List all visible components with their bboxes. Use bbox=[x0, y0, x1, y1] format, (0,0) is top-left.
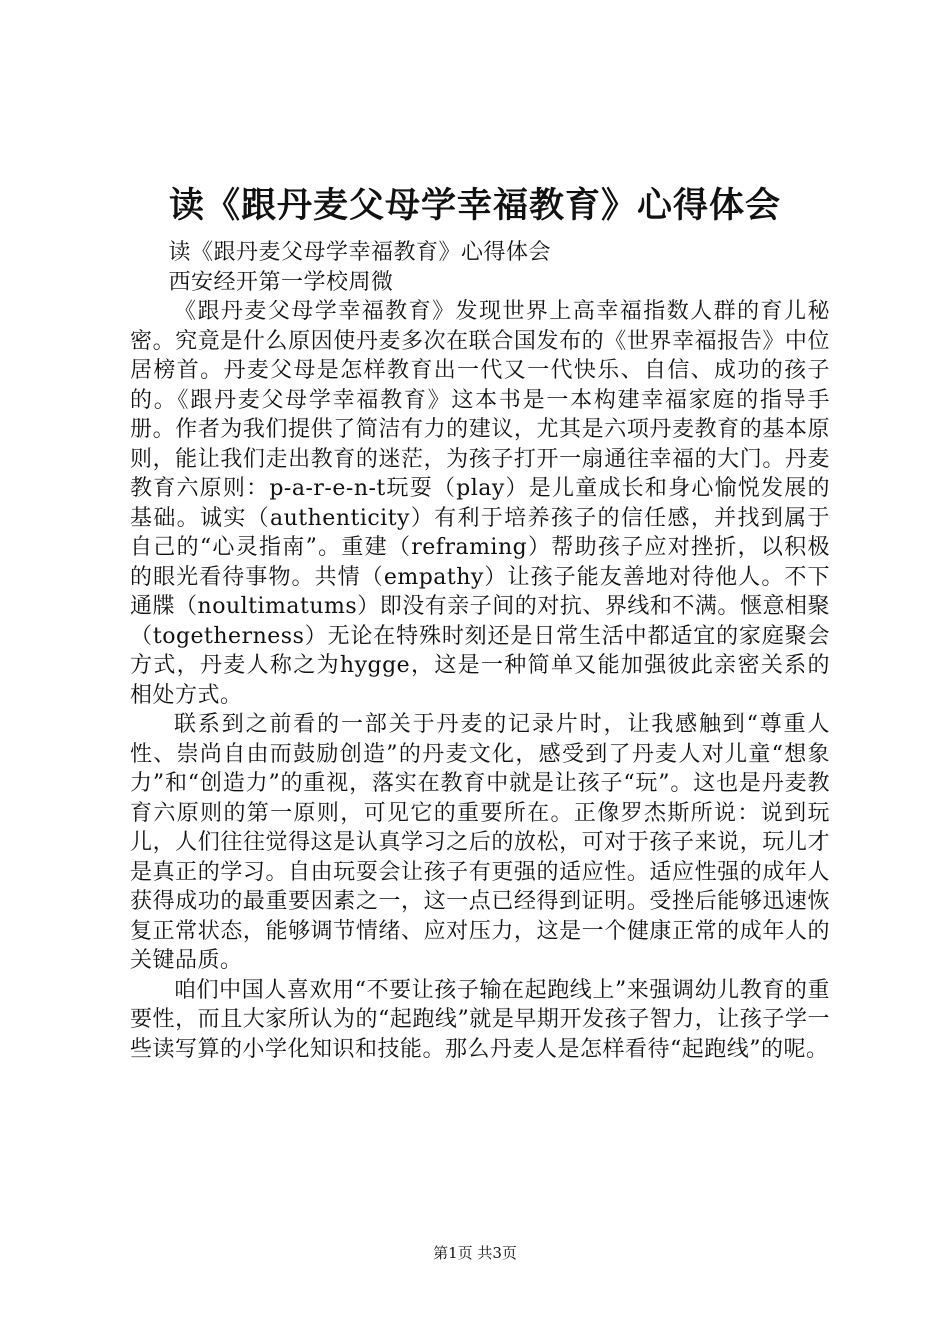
document-title: 读《跟丹麦父母学幸福教育》心得体会 bbox=[168, 185, 781, 226]
paragraph: 咱们中国人喜欢用“不要让孩子输在起跑线上”来强调幼儿教育的重要性，而且大家所认为的“起跑线”就是早期开发孩子智力，让孩子学一些读写算的小学化知识和技能。那么丹麦人是怎样看待“起跑线”的呢。 bbox=[130, 977, 830, 1062]
subtitle-line: 读《跟丹麦父母学幸福教育》心得体会 bbox=[168, 240, 552, 265]
page-footer: 第1页 共3页 bbox=[433, 1244, 517, 1262]
document-body bbox=[130, 238, 830, 1064]
paragraph: 《跟丹麦父母学幸福教育》发现世界上高幸福指数人群的育儿秘密。究竟是什么原因使丹麦多次在联合国发布的《世界幸福报告》中位居榜首。丹麦父母是怎样教育出一代又一代快乐、自信、成功的孩子的。《跟丹麦父母学幸福教育》这本书是一本构建幸福家庭的指导手册。作者为我们提供了简洁有力的建议，尤其是六项丹麦教育的基本原则，能让我们走出教育的迷茫，为孩子打开一扇通往幸福的大门。丹麦教育六原则：p-a-r-e-n-t玩耍（play）是儿童成长和身心愉悦发展的基础。诚实（authenticity）有利于培养孩子的信任感，并找到属于自己的“心灵指南”。重建（reframing）帮助孩子应对挫折，以积极的眼光看待事物。共情（empathy）让孩子能友善地对待他人。不下通牒（noultimatums）即没有亲子间的对抗、界线和不满。惬意相聚（togetherness）无论在特殊时刻还是日常生活中都适宜的家庭聚会方式，丹麦人称之为hygge，这是一种简单又能加强彼此亲密关系的相处方式。 bbox=[130, 299, 830, 708]
paragraph: 联系到之前看的一部关于丹麦的记录片时，让我感触到“尊重人性、崇尚自由而鼓励创造”的丹麦文化，感受到了丹麦人对儿童“想象力”和“创造力”的重视，落实在教育中就是让孩子“玩”。这也是丹麦教育六原则的第一原则，可见它的重要所在。正像罗杰斯所说：说到玩儿，人们往往觉得这是认真学习之后的放松，可对于孩子来说，玩儿才是真正的学习。自由玩耍会让孩子有更强的适应性。适应性强的成年人获得成功的最重要因素之一，这一点已经得到证明。受挫后能够迅速恢复正常状态，能够调节情绪、应对压力，这是一个健康正常的成年人的关键品质。 bbox=[130, 712, 830, 973]
author-line: 西安经开第一学校周微 bbox=[168, 269, 394, 295]
